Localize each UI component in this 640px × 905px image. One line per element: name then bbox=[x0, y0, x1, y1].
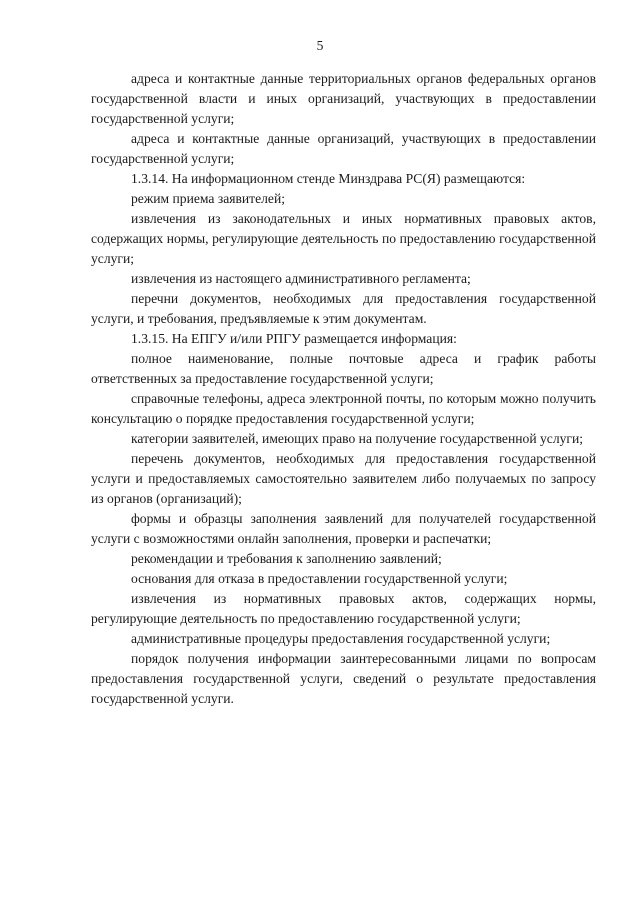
paragraph: извлечения из законодательных и иных нормативных правовых актов, содержащих нормы, регулирующие деятельность по предоставлению государственной услуги; bbox=[91, 211, 596, 266]
paragraph: адреса и контактные данные организаций, участвующих в предоставлении государственной услуги; bbox=[91, 131, 596, 166]
paragraph: режим приема заявителей; bbox=[131, 191, 286, 206]
paragraph: административные процедуры предоставления государственной услуги; bbox=[131, 631, 551, 646]
paragraph: рекомендации и требования к заполнению заявлений; bbox=[131, 551, 442, 566]
paragraph: перечни документов, необходимых для предоставления государственной услуги, и требования, предъявляемые к этим документам. bbox=[91, 291, 596, 326]
paragraph: адреса и контактные данные территориальных органов федеральных органов государственной власти и иных организаций, участвующих в предоставлении государственной услуги; bbox=[91, 71, 596, 126]
section-heading-1-3-14: 1.3.14. На информационном стенде Минздрава РС(Я) размещаются: bbox=[131, 171, 526, 186]
paragraph: извлечения из нормативных правовых актов, содержащих нормы, регулирующие деятельность по предоставлению государственной услуги; bbox=[91, 591, 596, 626]
paragraph: извлечения из настоящего административного регламента; bbox=[131, 271, 471, 286]
paragraph: порядок получения информации заинтересованными лицами по вопросам предоставления государственной услуги, сведений о результате предоставления государственной услуги. bbox=[91, 651, 596, 706]
section-heading-1-3-15: 1.3.15. На ЕПГУ и/или РПГУ размещается информация: bbox=[131, 331, 457, 346]
paragraph: полное наименование, полные почтовые адреса и график работы ответственных за предоставление государственной услуги; bbox=[91, 351, 596, 386]
paragraph: формы и образцы заполнения заявлений для получателей государственной услуги с возможностями онлайн заполнения, проверки и распечатки; bbox=[91, 511, 596, 546]
paragraph: перечень документов, необходимых для предоставления государственной услуги и предоставляемых самостоятельно заявителем либо получаемых по запросу из органов (организаций); bbox=[91, 451, 596, 506]
page-number: 5 bbox=[316, 38, 324, 53]
document-body bbox=[91, 69, 596, 709]
paragraph: справочные телефоны, адреса электронной почты, по которым можно получить консультацию о порядке предоставления государственной услуги; bbox=[91, 391, 596, 426]
paragraph: категории заявителей, имеющих право на получение государственной услуги; bbox=[131, 431, 584, 446]
paragraph: основания для отказа в предоставлении государственной услуги; bbox=[131, 571, 508, 586]
